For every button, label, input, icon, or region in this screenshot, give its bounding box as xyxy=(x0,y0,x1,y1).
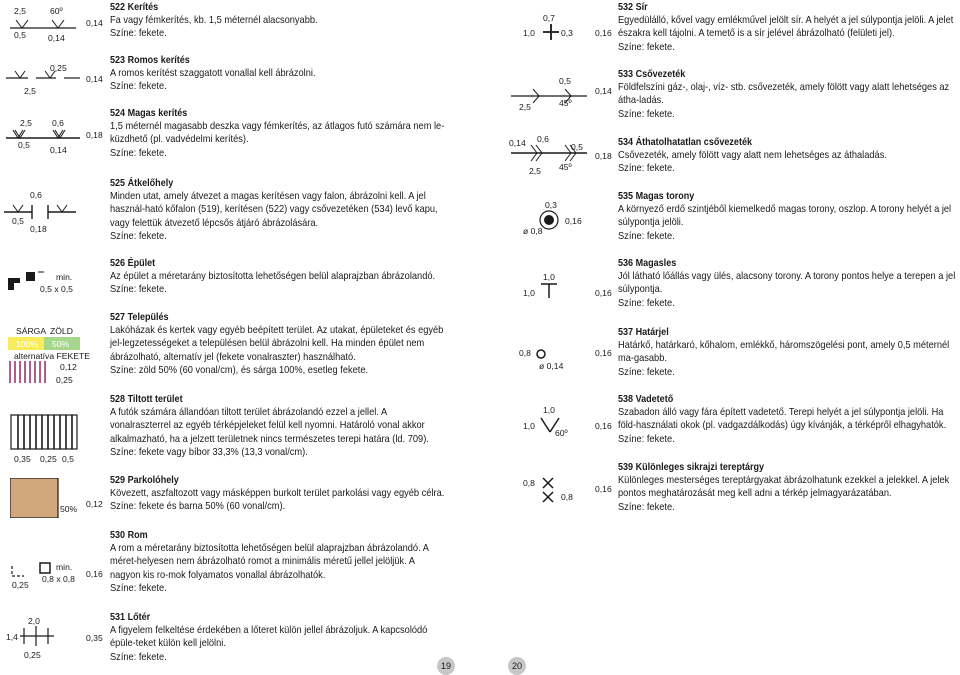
dim-label: 0,25 xyxy=(12,580,29,590)
entry-538 xyxy=(618,393,958,446)
dim-label: 0,25 xyxy=(24,650,41,660)
entry-color: Színe: fekete. xyxy=(618,297,675,309)
dim-label: 1,0 xyxy=(523,28,535,38)
entry-heading: 526 Épület xyxy=(110,257,156,269)
dim-label: 0,14 xyxy=(86,74,103,84)
left-text-column xyxy=(110,0,445,675)
entry-body: 1,5 méternél magasabb deszka vagy fémkerítés, az átlagos futó számára nem le-küzdhető (pl. vadvédelmi kerítés). xyxy=(110,121,445,146)
dim-label: 2,5 xyxy=(24,86,36,96)
dim-label: 0,14 xyxy=(595,86,612,96)
dim-label: 60º xyxy=(50,6,63,16)
forbidden-area-symbol xyxy=(10,414,78,450)
boundary-stone-symbol xyxy=(533,346,549,362)
entry-body: Fa vagy fémkerítés, kb. 1,5 méternél alacsonyabb. xyxy=(110,15,318,27)
dim-label: 2,5 xyxy=(529,166,541,176)
dim-label: 0,18 xyxy=(595,151,612,161)
dim-label: 0,7 xyxy=(543,13,555,23)
entry-color: Színe: fekete. xyxy=(618,366,675,378)
settlement-hatch-symbol xyxy=(8,361,58,383)
dim-label: 45º xyxy=(559,162,572,172)
dim-label: 0,5 xyxy=(18,140,30,150)
dim-label: 0,14 xyxy=(86,18,103,28)
entry-heading: 536 Magasles xyxy=(618,257,677,269)
dim-label: 2,5 xyxy=(20,118,32,128)
special-object-symbol xyxy=(541,476,555,504)
dim-label: 0,18 xyxy=(30,224,47,234)
dim-label: 0,16 xyxy=(595,348,612,358)
entry-body: Csővezeték, amely fölött vagy alatt nem lehetséges az áthaladás. xyxy=(618,150,887,162)
entry-color: Színe: fekete. xyxy=(110,582,167,594)
dim-label: 0,14 xyxy=(50,145,67,155)
entry-heading: 530 Rom xyxy=(110,529,148,541)
entry-body: Minden utat, amely átvezet a magas kerítésen vagy falon, ábrázolni kell. A jel használ-ható kőfalon (519), kerítésen (522) vagy csővezetéken (534) levő kapu, vagy felettük átvezető lépcsős átjáró ábrázolására. xyxy=(110,191,438,229)
entry-522 xyxy=(110,1,445,41)
dim-label: 0,3 xyxy=(545,200,557,210)
dim-label: 0,12 xyxy=(86,499,103,509)
dim-label: 2,0 xyxy=(28,616,40,626)
entry-heading: 528 Tiltott terület xyxy=(110,393,183,405)
entry-color: Színe: fekete. xyxy=(618,230,675,242)
dim-label: 0,3 xyxy=(561,28,573,38)
entry-530 xyxy=(110,529,445,595)
dim-label: 0,6 xyxy=(30,190,42,200)
entry-color: Színe: fekete. xyxy=(618,501,675,513)
alternative-label: alternatíva FEKETE xyxy=(14,351,90,361)
entry-heading: 525 Átkelőhely xyxy=(110,177,174,189)
percent-label: 50% xyxy=(52,339,70,349)
dim-label: min. xyxy=(56,272,73,282)
dim-label: ø 0,8 xyxy=(523,226,543,236)
dim-label: 0,14 xyxy=(509,138,526,148)
right-symbol-column xyxy=(505,0,615,675)
entry-color: Színe: fekete. xyxy=(618,41,675,53)
entry-533 xyxy=(618,68,958,121)
entry-heading: 529 Parkolóhely xyxy=(110,474,179,486)
dim-label: 0,6 xyxy=(537,134,549,144)
percent-label: 50% xyxy=(60,504,78,514)
entry-525 xyxy=(110,177,445,243)
entry-heading: 522 Kerítés xyxy=(110,1,159,13)
entry-528 xyxy=(110,393,445,459)
entry-color: Színe: fekete és barna 50% (60 vonal/cm). xyxy=(110,501,286,513)
entry-color: Színe: zöld 50% (60 vonal/cm), és sárga 100%, esetleg fekete. xyxy=(110,364,369,376)
yellow-label: SÁRGA xyxy=(16,326,47,336)
high-seat-symbol xyxy=(539,280,559,300)
dim-label: min. xyxy=(56,562,73,572)
entry-529 xyxy=(110,474,445,514)
entry-color: Színe: fekete vagy bíbor 33,3% (13,3 vonal/cm). xyxy=(110,446,308,458)
dim-label: 45º xyxy=(559,98,572,108)
entry-color: Színe: fekete. xyxy=(110,284,167,296)
entry-536 xyxy=(618,257,958,310)
dim-label: 0,16 xyxy=(595,28,612,38)
entry-body: A futók számára állandóan tiltott terület ábrázolandó ezzel a jellel. A vonalraszterrel az egyéb térképjeleket felül kell nyomni. Határoló vonal akkor alkalmazható, ha a jelzett területnek nincs természetes terepi határa (ld. 709). xyxy=(110,407,429,445)
dim-label: 0,14 xyxy=(48,33,65,43)
dim-label: 0,16 xyxy=(595,484,612,494)
dim-label: 1,4 xyxy=(6,632,18,642)
entry-body: Egyedülálló, kővel vagy emlékművel jelölt sír. A helyét a jel súlypontja jelöli. A jelet északra kell tájolni. A temető is a sír jelével ábrázolható (felületi jel). xyxy=(618,15,954,40)
dim-label: 0,16 xyxy=(565,216,582,226)
entry-531 xyxy=(110,611,445,664)
entry-heading: 524 Magas kerítés xyxy=(110,107,188,119)
entry-526 xyxy=(110,257,445,297)
dim-label: ø 0,14 xyxy=(539,361,564,371)
entry-body: Határkő, határkaró, kőhalom, emlékkő, háromszögelési pont, amely 0,5 méternél ma-gasabb. xyxy=(618,340,950,365)
entry-body: Különleges mesterséges tereptárgyakat ábrázolhatunk ezekkel a jelekkel. A jelek pontos meghatározását meg kell adni a térkép jelmagyarázatában. xyxy=(618,475,950,500)
entry-heading: 538 Vadetető xyxy=(618,393,674,405)
entry-535 xyxy=(618,190,958,243)
dim-label: 0,35 xyxy=(86,633,103,643)
entry-body: Jól látható lőállás vagy ülés, alacsony torony. A torony pontos helye a terepen a jel súlypontja. xyxy=(618,271,956,296)
page-number-right: 20 xyxy=(508,657,526,675)
dim-label: 0,18 xyxy=(86,130,103,140)
entry-color: Színe: fekete. xyxy=(110,651,167,663)
dim-label: 0,8 xyxy=(523,478,535,488)
entry-color: Színe: fekete. xyxy=(110,147,167,159)
entry-527 xyxy=(110,311,445,377)
entry-532 xyxy=(618,1,958,54)
ruined-fence-symbol xyxy=(6,70,82,86)
entry-body: A környező erdő szintjéből kiemelkedő magas torony, oszlop. A torony helyét a jel súlypontja jelöli. xyxy=(618,204,952,229)
entry-body: Földfelszíni gáz-, olaj-, víz- stb. csővezeték, amely fölött vagy alatt lehetséges az átha-ladás. xyxy=(618,82,950,107)
dim-label: 0,5 xyxy=(14,30,26,40)
page-number-left: 19 xyxy=(437,657,455,675)
green-label: ZÖLD xyxy=(50,326,73,336)
percent-label: 100% xyxy=(16,339,38,349)
dim-label: 60º xyxy=(555,428,568,438)
right-text-column xyxy=(618,0,958,675)
dim-label: 2,5 xyxy=(519,102,531,112)
dim-label: 0,25 xyxy=(56,375,73,385)
entry-heading: 534 Áthatolhatatlan csővezeték xyxy=(618,136,752,148)
dim-label: 0,5 xyxy=(559,76,571,86)
dim-label: 0,25 xyxy=(50,63,67,73)
parking-area-symbol xyxy=(10,478,60,518)
entry-body: A rom a méretarány biztosította lehetőségen belül alaprajzban ábrázolandó. A méret-helyesen nem ábrázolható romot a minimális méretű jellel jelöljük. A nagyon kis ro-mok folyamatos vonallal ábrázolhatók. xyxy=(110,543,429,581)
dim-label: 0,6 xyxy=(52,118,64,128)
entry-body: A romos kerítést szaggatott vonallal kell ábrázolni. xyxy=(110,68,316,80)
firing-range-symbol xyxy=(18,624,58,648)
entry-body: Kövezett, aszfaltozott vagy másképpen burkolt terület parkolási vagy egyéb célra. xyxy=(110,488,445,500)
entry-heading: 532 Sír xyxy=(618,1,648,13)
dim-label: 0,16 xyxy=(595,288,612,298)
entry-heading: 539 Különleges sikrajzi tereptárgy xyxy=(618,461,765,473)
entry-body: Szabadon álló vagy fára épített vadetető. Terepi helyét a jel súlypontja jelöli. Ha föld-használati okok (pl. vadgazdálkodás) úgy kívánják, a térképről elhagyhatók. xyxy=(618,407,947,432)
dim-label: 0,35 xyxy=(14,454,31,464)
entry-heading: 527 Település xyxy=(110,311,169,323)
dim-label: 0,16 xyxy=(595,421,612,431)
grave-symbol xyxy=(539,22,563,42)
entry-heading: 537 Határjel xyxy=(618,326,669,338)
entry-537 xyxy=(618,326,958,379)
entry-heading: 531 Lőtér xyxy=(110,611,151,623)
dim-label: 0,12 xyxy=(60,362,77,372)
dim-label: 1,0 xyxy=(543,272,555,282)
dim-label: 0,5 xyxy=(62,454,74,464)
entry-color: Színe: fekete. xyxy=(110,28,167,40)
dim-label: 0,8 xyxy=(519,348,531,358)
entry-color: Színe: fekete. xyxy=(110,81,167,93)
dim-label: 0,5 xyxy=(12,216,24,226)
dim-label: 0,5 xyxy=(571,142,583,152)
entry-color: Színe: fekete. xyxy=(618,433,675,445)
dim-label: 1,0 xyxy=(523,288,535,298)
entry-524 xyxy=(110,107,445,160)
entry-heading: 535 Magas torony xyxy=(618,190,695,202)
entry-color: Színe: fekete. xyxy=(618,163,675,175)
entry-body: Lakóházak és kertek vagy egyéb beépített terület. Az utakat, épületeket és egyéb jel-legzetességeket a településen belül ábrázolni kell. Ha minden épület nem ábrázolható, alternatív jel (fekete vonalraszter) használható. xyxy=(110,325,444,363)
entry-heading: 523 Romos kerítés xyxy=(110,54,190,66)
entry-body: A figyelem felkeltése érdekében a lőteret külön jellel ábrázoljuk. A kapcsolódó épüle-teket külön kell jelölni. xyxy=(110,625,428,650)
dim-label: 0,16 xyxy=(86,569,103,579)
entry-body: Az épület a méretarány biztosította lehetőségen belül alaprajzban ábrázolandó. xyxy=(110,271,436,283)
dim-label: 1,0 xyxy=(523,421,535,431)
dim-label: 0,8 xyxy=(561,492,573,502)
dim-label: 0,25 xyxy=(40,454,57,464)
entry-523 xyxy=(110,54,445,94)
entry-heading: 533 Csővezeték xyxy=(618,68,686,80)
dim-label: 1,0 xyxy=(543,405,555,415)
dim-label: 0,8 x 0,8 xyxy=(42,574,75,584)
entry-534 xyxy=(618,136,958,176)
dim-label: 0,5 x 0,5 xyxy=(40,284,73,294)
dim-label: 2,5 xyxy=(14,6,26,16)
entry-color: Színe: fekete. xyxy=(618,108,675,120)
entry-539 xyxy=(618,461,958,514)
entry-color: Színe: fekete. xyxy=(110,230,167,242)
left-symbol-column xyxy=(0,0,105,675)
